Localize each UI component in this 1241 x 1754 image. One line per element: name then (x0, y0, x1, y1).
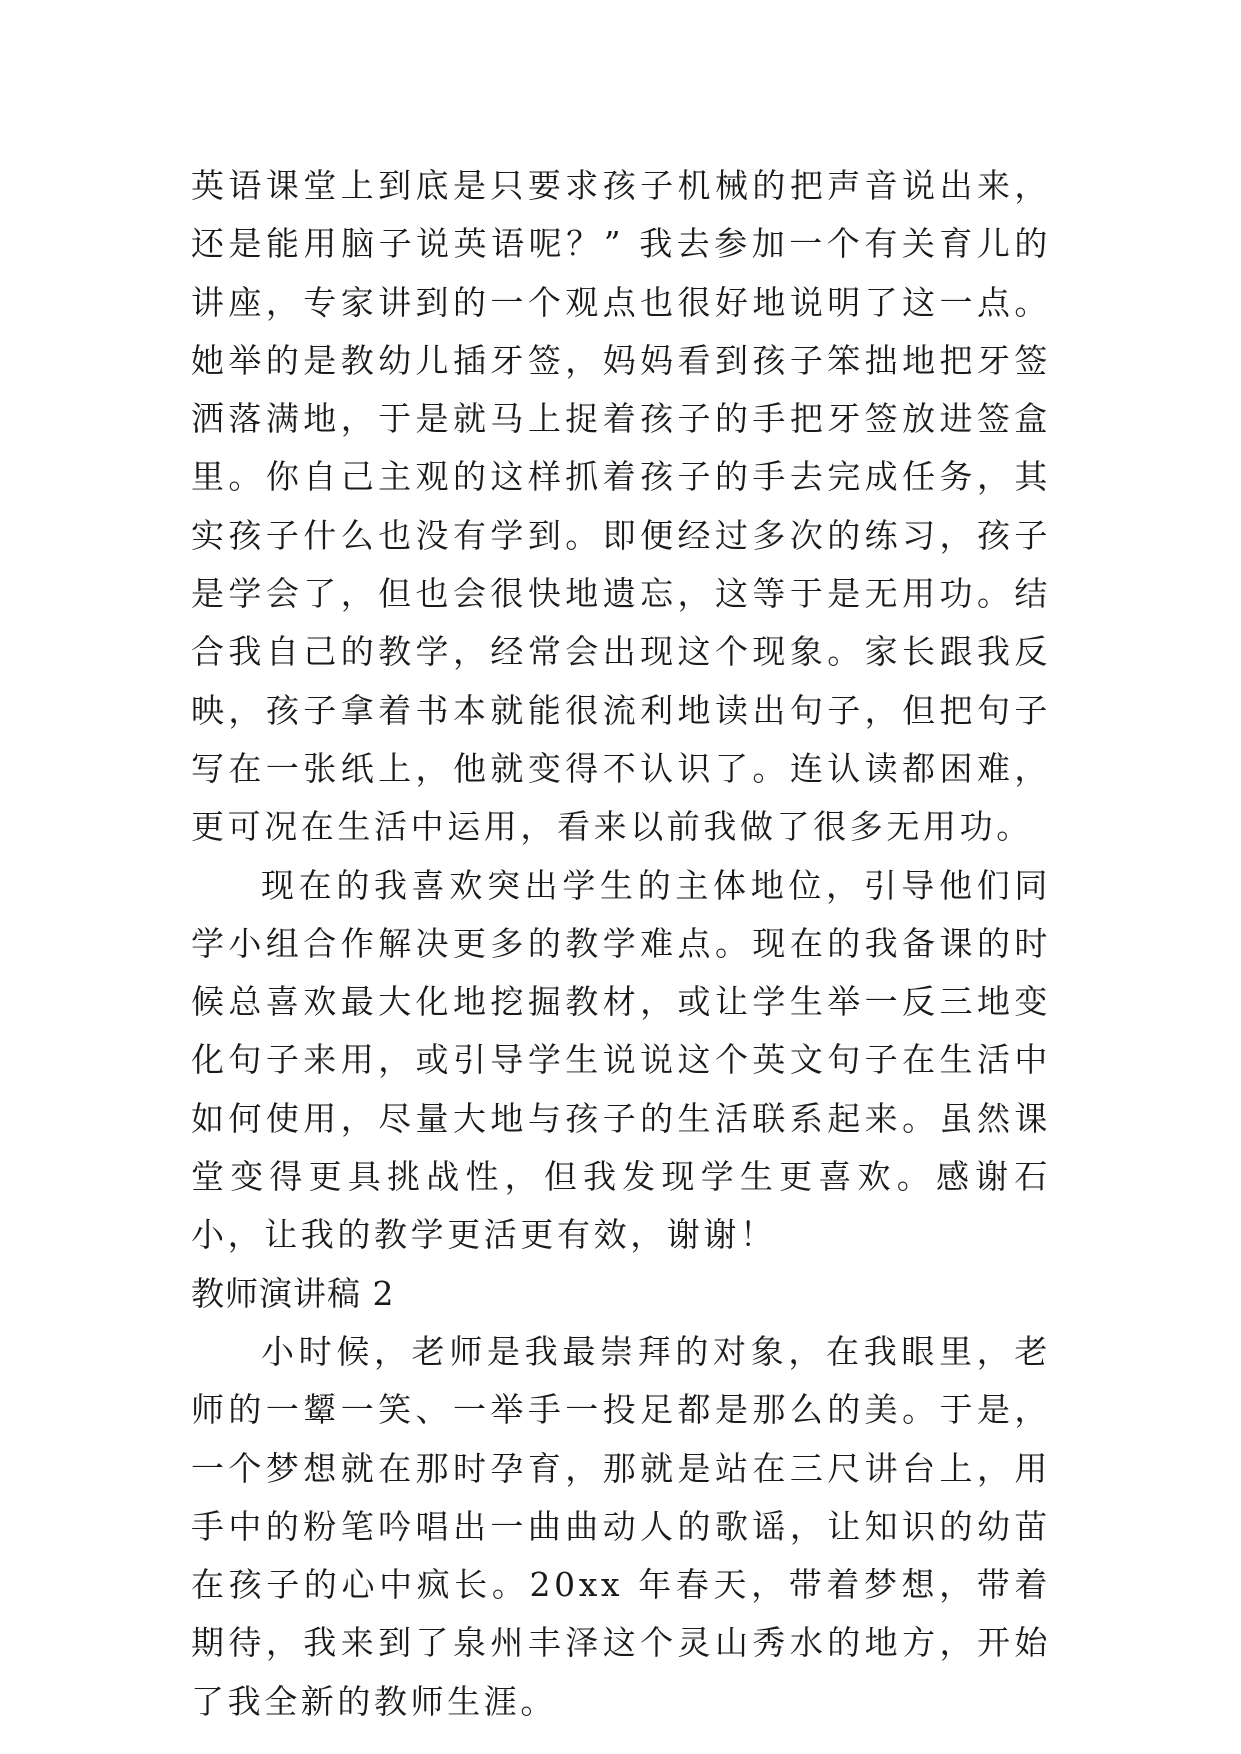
section-heading: 教师演讲稿 2 (191, 1273, 395, 1313)
document-body (191, 157, 1051, 1731)
paragraph-continued: 英语课堂上到底是只要求孩子机械的把声音说出来，还是能用脑子说英语呢？” 我去参加一个有关育儿的讲座，专家讲到的一个观点也很好地说明了这一点。她举的是教幼儿插牙签，妈妈看到孩子笨拙地把牙签洒落满地，于是就马上捉着孩子的手把牙签放进签盒里。你自己主观的这样抓着孩子的手去完成任务，其实孩子什么也没有学到。即便经过多次的练习，孩子是学会了，但也会很快地遗忘，这等于是无用功。结合我自己的教学，经常会出现这个现象。家长跟我反映，孩子拿着书本就能很流利地读出句子，但把句子写在一张纸上，他就变得不认识了。连认读都困难，更可况在生活中运用，看来以前我做了很多无用功。 (191, 166, 1051, 847)
paragraph-current-teaching: 现在的我喜欢突出学生的主体地位，引导他们同学小组合作解决更多的教学难点。现在的我备课的时候总喜欢最大化地挖掘教材，或让学生举一反三地变化句子来用，或引导学生说说这个英文句子在生活中如何使用，尽量大地与孩子的生活联系起来。虽然课堂变得更具挑战性，但我发现学生更喜欢。感谢石小，让我的教学更活更有效，谢谢！ (191, 865, 1051, 1255)
paragraph-childhood: 小时候，老师是我最崇拜的对象，在我眼里，老师的一颦一笑、一举手一投足都是那么的美。于是，一个梦想就在那时孕育，那就是站在三尺讲台上，用手中的粉笔吟唱出一曲曲动人的歌谣，让知识的幼苗在孩子的心中疯长。20xx 年春天，带着梦想，带着期待，我来到了泉州丰泽这个灵山秀水的地方，开始了我全新的教师生涯。 (191, 1331, 1051, 1721)
